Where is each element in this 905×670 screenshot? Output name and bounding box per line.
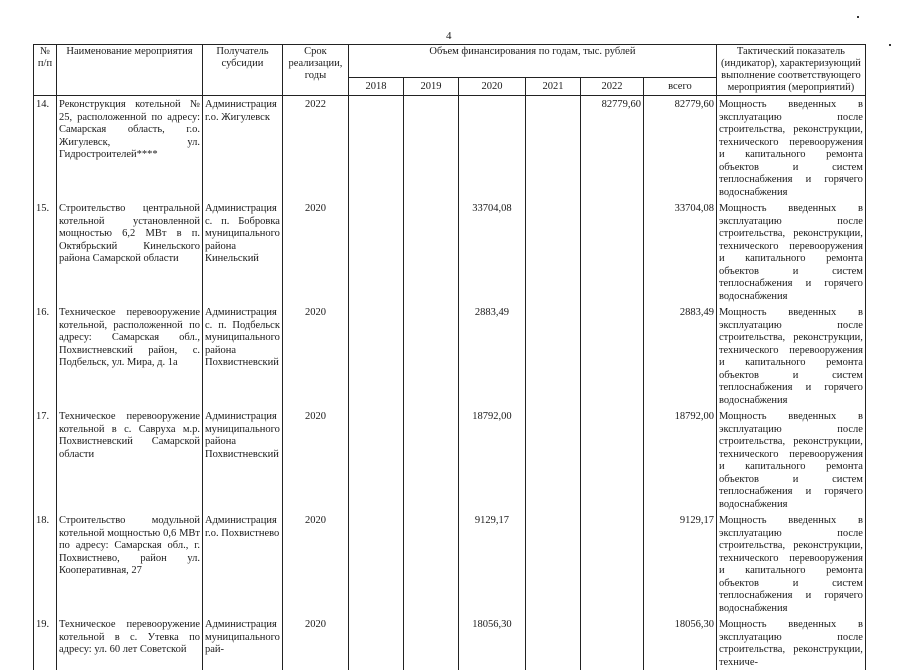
- year-header: 2019: [403, 78, 458, 96]
- amount-2020: 33704,08: [458, 200, 525, 304]
- amount-total: 18056,30: [643, 616, 716, 670]
- amount-2018: [348, 408, 403, 512]
- row-number: 16.: [34, 304, 57, 408]
- amount-2021: [525, 408, 580, 512]
- amount-total: 18792,00: [643, 408, 716, 512]
- amount-2019: [403, 408, 458, 512]
- recipient: Администрация муниципального рай-: [203, 616, 283, 670]
- indicator: Мощность введенных в эксплуатацию после строительства, реконструкции, технического перевооружения и капитального ремонта объектов и систем теплоснабжения и горячего водоснабжения: [716, 408, 865, 512]
- amount-2022: 82779,60: [580, 96, 643, 201]
- row-number: 18.: [34, 512, 57, 616]
- term: 2020: [282, 616, 348, 670]
- year-header: 2022: [580, 78, 643, 96]
- header-recipient: Получатель субсидии: [203, 45, 283, 96]
- year-header: 2020: [458, 78, 525, 96]
- table-row: [34, 200, 866, 304]
- year-header: 2021: [525, 78, 580, 96]
- amount-2020: 2883,49: [458, 304, 525, 408]
- term: 2020: [282, 200, 348, 304]
- scan-speck: [857, 16, 859, 18]
- measure-name: Техническое перевооружение котельной в с. Утевка по адресу: ул. 60 лет Советской: [57, 616, 203, 670]
- amount-2021: [525, 304, 580, 408]
- recipient: Администрация с. п. Бобровка муниципального района Кинельский: [203, 200, 283, 304]
- amount-2020: [458, 96, 525, 201]
- indicator: Мощность введенных в эксплуатацию после строительства, реконструкции, технического перевооружения и капитального ремонта объектов и систем теплоснабжения и горячего водоснабжения: [716, 96, 865, 201]
- recipient: Администрация муниципального района Похвистневский: [203, 408, 283, 512]
- row-number: 19.: [34, 616, 57, 670]
- amount-total: 33704,08: [643, 200, 716, 304]
- table-row: [34, 512, 866, 616]
- header-name: Наименование мероприятия: [57, 45, 203, 96]
- amount-2020: 9129,17: [458, 512, 525, 616]
- table-row: [34, 616, 866, 670]
- table-row: [34, 96, 866, 201]
- amount-2019: [403, 616, 458, 670]
- amount-2018: [348, 96, 403, 201]
- term: 2020: [282, 512, 348, 616]
- header-indicator: Тактический показатель (индикатор), характеризующий выполнение соответствующего мероприятия (мероприятий): [716, 45, 865, 96]
- amount-2018: [348, 304, 403, 408]
- measure-name: Техническое перевооружение котельной в с. Савруха м.р. Похвистневский Самарской области: [57, 408, 203, 512]
- amount-2022: [580, 408, 643, 512]
- row-number: 17.: [34, 408, 57, 512]
- term: 2020: [282, 304, 348, 408]
- amount-2021: [525, 96, 580, 201]
- row-number: 14.: [34, 96, 57, 201]
- amount-total: 9129,17: [643, 512, 716, 616]
- row-number: 15.: [34, 200, 57, 304]
- amount-2019: [403, 304, 458, 408]
- amount-2020: 18792,00: [458, 408, 525, 512]
- page-number: 4: [446, 30, 452, 42]
- amount-2021: [525, 512, 580, 616]
- header-num: № п/п: [34, 45, 57, 96]
- amount-2022: [580, 304, 643, 408]
- amount-2019: [403, 200, 458, 304]
- amount-2021: [525, 200, 580, 304]
- table-row: [34, 408, 866, 512]
- recipient: Администрация г.о. Похвистнево: [203, 512, 283, 616]
- indicator: Мощность введенных в эксплуатацию после строительства, реконструкции, техниче-: [716, 616, 865, 670]
- term: 2020: [282, 408, 348, 512]
- scan-speck: [889, 44, 891, 46]
- indicator: Мощность введенных в эксплуатацию после строительства, реконструкции, технического перевооружения и капитального ремонта объектов и систем теплоснабжения и горячего водоснабжения: [716, 200, 865, 304]
- table-row: [34, 304, 866, 408]
- header-term: Срок реализации, годы: [282, 45, 348, 96]
- funding-table: [33, 44, 866, 670]
- amount-2018: [348, 200, 403, 304]
- amount-2022: [580, 512, 643, 616]
- amount-2022: [580, 616, 643, 670]
- year-header: 2018: [348, 78, 403, 96]
- measure-name: Реконструкция котельной № 25, расположенной по адресу: Самарская область, г.о. Жигулевск, ул. Гидростроителей****: [57, 96, 203, 201]
- amount-2019: [403, 96, 458, 201]
- recipient: Администрация с. п. Подбельск муниципального района Похвистневский: [203, 304, 283, 408]
- amount-2018: [348, 512, 403, 616]
- term: 2022: [282, 96, 348, 201]
- total-header: всего: [643, 78, 716, 96]
- amount-total: 82779,60: [643, 96, 716, 201]
- amount-total: 2883,49: [643, 304, 716, 408]
- measure-name: Строительство модульной котельной мощностью 0,6 МВт по адресу: Самарская обл., г. Похвистнево, район ул. Кооперативная, 27: [57, 512, 203, 616]
- amount-2019: [403, 512, 458, 616]
- amount-2018: [348, 616, 403, 670]
- header-row: [34, 45, 866, 78]
- amount-2022: [580, 200, 643, 304]
- amount-2020: 18056,30: [458, 616, 525, 670]
- recipient: Администрация г.о. Жигулевск: [203, 96, 283, 201]
- indicator: Мощность введенных в эксплуатацию после строительства, реконструкции, технического перевооружения и капитального ремонта объектов и систем теплоснабжения и горячего водоснабжения: [716, 304, 865, 408]
- header-funding: Объем финансирования по годам, тыс. рублей: [348, 45, 716, 78]
- amount-2021: [525, 616, 580, 670]
- measure-name: Техническое перевооружение котельной, расположенной по адресу: Самарская обл., Похвистневский район, с. Подбельск, ул. Мира, д. 1а: [57, 304, 203, 408]
- measure-name: Строительство центральной котельной установленной мощностью 6,2 МВт в п. Октябрьский Кинельского района Самарской области: [57, 200, 203, 304]
- indicator: Мощность введенных в эксплуатацию после строительства, реконструкции, технического перевооружения и капитального ремонта объектов и систем теплоснабжения и горячего водоснабжения: [716, 512, 865, 616]
